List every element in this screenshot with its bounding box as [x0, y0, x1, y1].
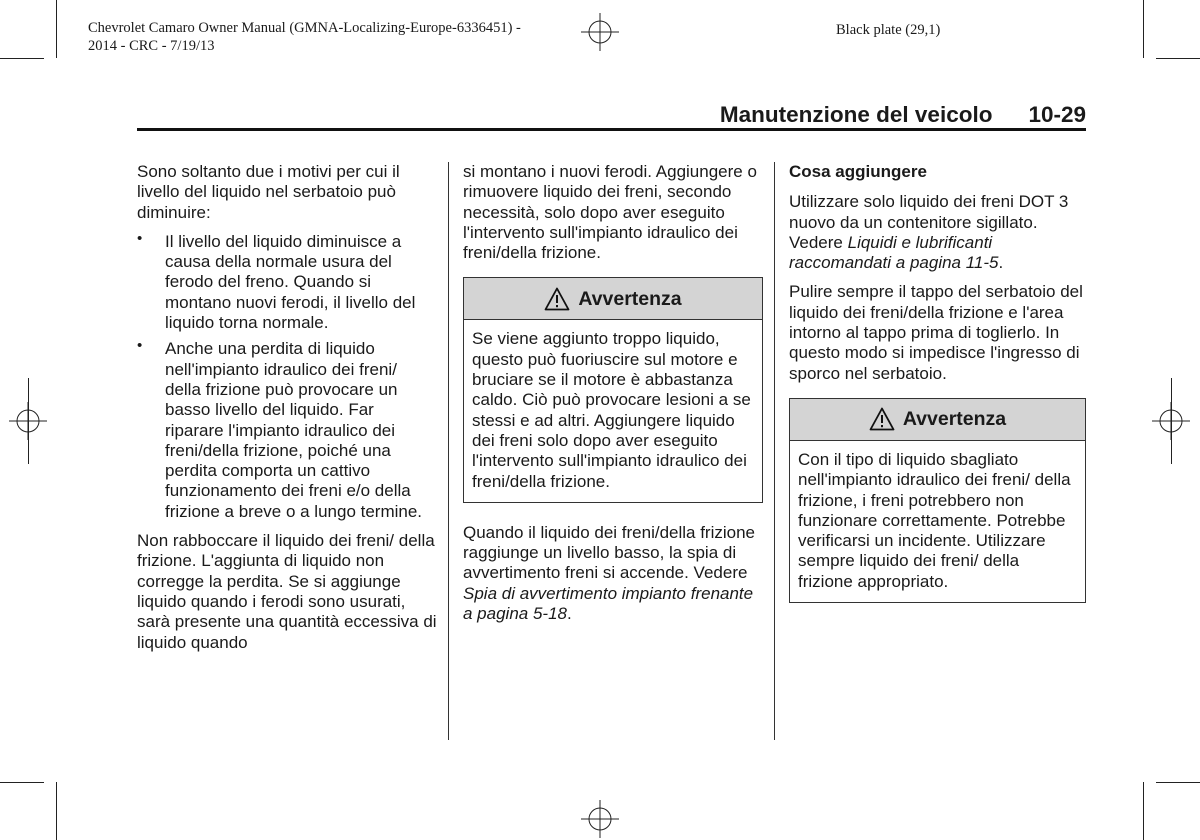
crop-mark	[1143, 0, 1144, 58]
crop-mark	[1143, 782, 1144, 840]
crop-mark	[1156, 58, 1200, 59]
slug-line-1: Chevrolet Camaro Owner Manual (GMNA-Localizing-Europe-6336451) -	[88, 20, 521, 36]
cross-reference: Spia di avvertimento impianto frenante a pagina 5-18	[463, 583, 754, 624]
bullet-list	[137, 229, 437, 522]
warning-box	[789, 398, 1086, 603]
crop-mark	[56, 0, 57, 58]
warning-title: Avvertenza	[578, 287, 682, 310]
list-item: • Il livello del liquido diminuisce a causa della normale usura del ferodo del freno. Quando si montano nuovi ferodi, il livello del liquido torna normale.	[137, 229, 416, 333]
column-1	[137, 162, 437, 662]
crop-mark	[0, 782, 44, 783]
warning-header	[790, 399, 1085, 441]
warning-text: Se viene aggiunto troppo liquido, questo può fuoriuscire sul motore e bruciare se il motore è abbastanza caldo. Ciò può provocare lesioni a se stessi e ad altri. Aggiungere liquido dei freni solo dopo aver eseguito l'intervento sull'impianto idraulico dei freni/della frizione.	[472, 329, 751, 491]
registration-mark-icon	[581, 800, 619, 838]
column-divider	[774, 162, 775, 740]
header-rule	[137, 128, 1086, 131]
registration-mark-icon	[581, 13, 619, 51]
cross-reference: Liquidi e lubrificanti raccomandati a pagina 11-5	[789, 232, 999, 273]
body-paragraph: si montano i nuovi ferodi. Aggiungere o rimuovere liquido dei freni, secondo necessità, solo dopo aver eseguito l'intervento sull'impianto idraulico dei freni/della frizione.	[463, 162, 757, 263]
plate-label: Black plate (29,1)	[836, 22, 941, 38]
column-2	[463, 162, 763, 633]
warning-title: Avvertenza	[902, 408, 1007, 431]
warning-triangle-icon	[544, 287, 570, 311]
body-paragraph: Utilizzare solo liquido dei freni DOT 3 nuovo da un contenitore sigillato. Vedere Liquidi e lubrificanti raccomandati a pagina 11-5.	[789, 192, 1069, 273]
column-divider	[448, 162, 449, 740]
warning-header	[464, 278, 762, 320]
page-number: 10-29	[1028, 102, 1086, 127]
subsection-heading: Cosa aggiungere	[789, 162, 927, 181]
warning-triangle-icon	[869, 407, 895, 431]
column-3	[789, 162, 1086, 623]
print-slug	[88, 19, 521, 55]
slug-line-2: 2014 - CRC - 7/19/13	[88, 38, 215, 54]
crop-mark	[1156, 782, 1200, 783]
warning-box	[463, 277, 763, 502]
crop-mark	[56, 782, 57, 840]
bullet-icon: •	[137, 229, 143, 247]
crop-mark	[0, 58, 44, 59]
intro-paragraph: Sono soltanto due i motivi per cui il livello del liquido nel serbatoio può diminuire:	[137, 162, 400, 222]
body-paragraph: Pulire sempre il tappo del serbatoio del liquido dei freni/della frizione e l'area intorno al tappo prima di toglierlo. In questo modo si impedisce l'ingresso di sporco nel serbatoio.	[789, 282, 1083, 383]
registration-line	[1171, 378, 1172, 464]
warning-text: Con il tipo di liquido sbagliato nell'impianto idraulico dei freni/ della frizione, i freni potrebbero non funzionare correttamente. Potrebbe verificarsi un incidente. Utilizzare sempre liquido dei freni/ della frizione appropriato.	[798, 449, 1071, 591]
bullet-icon: •	[137, 337, 143, 355]
running-header	[137, 98, 1086, 128]
section-title: Manutenzione del veicolo	[719, 102, 993, 127]
registration-line	[28, 378, 29, 464]
list-item: • Anche una perdita di liquido nell'impianto idraulico dei freni/ della frizione può provocare un basso livello del liquido. Far riparare l'impianto idraulico dei freni/della frizione, poiché una perdita comporta un cattivo funzionamento dei freni e/o della frizione a breve o a lungo termine.	[137, 337, 423, 521]
body-paragraph: Quando il liquido dei freni/della frizione raggiunge un livello basso, la spia di avvertimento freni si accende. Vedere Spia di avvertimento impianto frenante a pagina 5-18.	[463, 522, 756, 624]
body-paragraph: Non rabboccare il liquido dei freni/ della frizione. L'aggiunta di liquido non corregge la perdita. Se si aggiunge liquido quando i ferodi sono usurati, sarà presente una quantità eccessiva di liquido quando	[137, 531, 437, 652]
